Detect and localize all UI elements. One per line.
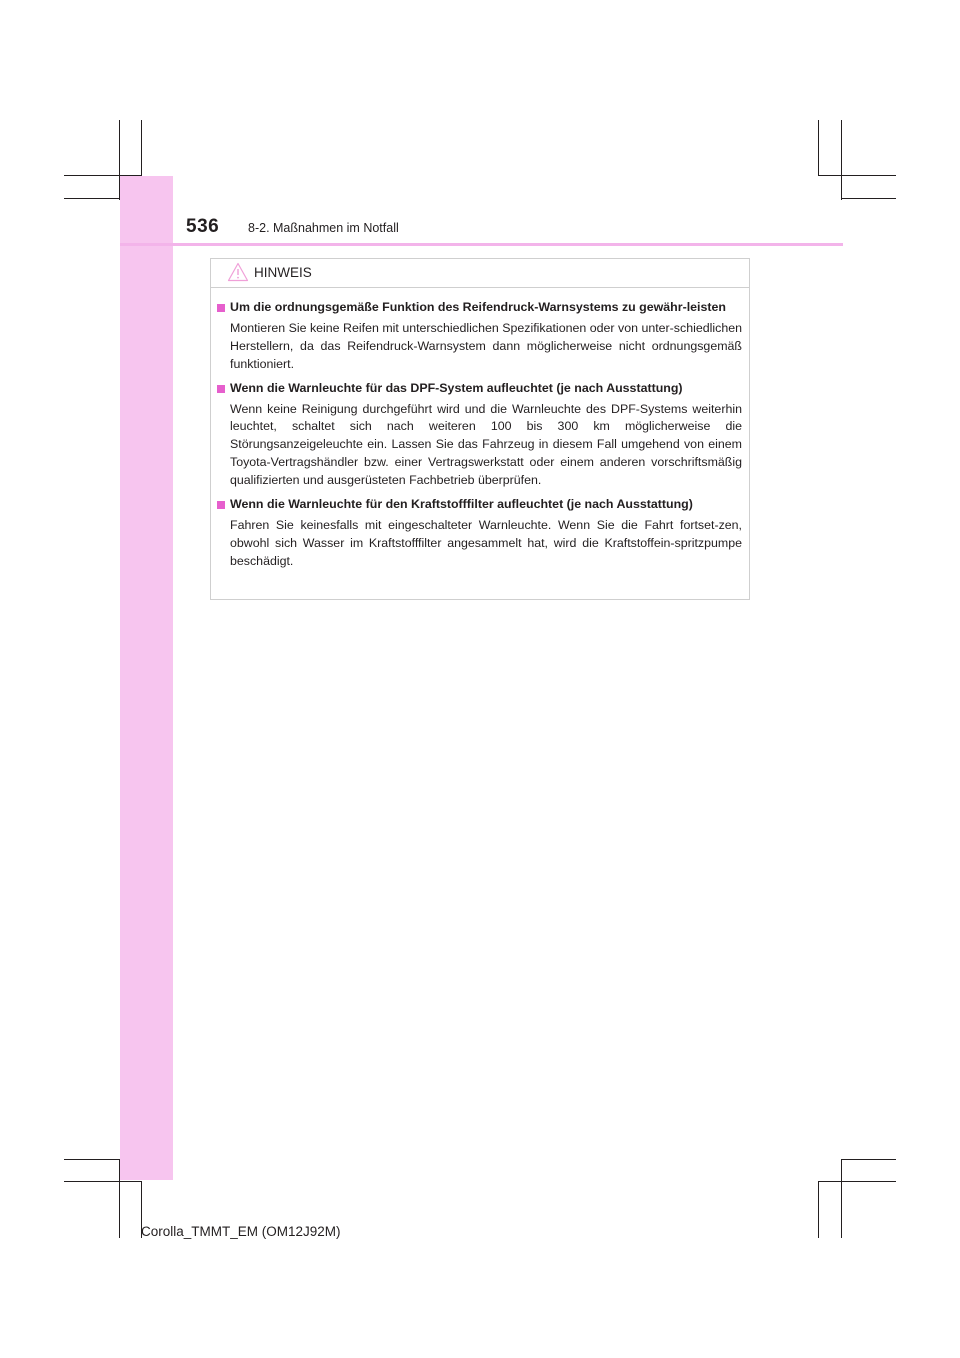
header-rule [120,243,843,246]
notice-item [217,380,742,490]
notice-item [217,496,742,571]
item-heading [217,380,742,398]
crop-mark [64,198,120,199]
document-code: Corolla_TMMT_EM (OM12J92M) [141,1224,341,1239]
item-heading [217,496,742,514]
crop-mark [64,175,141,176]
square-bullet-icon [217,501,225,509]
crop-mark [64,1181,141,1182]
crop-mark [818,175,896,176]
item-body: Wenn keine Reinigung durchgeführt wird und die Warnleuchte des DPF-Systems weiterhin leuchtet, schaltet sich nach weiteren 100 bis 300 km möglicherweise die Störungsanzeigeleuchte ein. Lassen Sie das Fahrzeug in diesem Fall umgehend von einem Toyota-Vertragshändler bzw. einer Vertragswerkstatt oder einem anderen vorschriftsmäßig qualifizierten und ausgerüsteten Fachbetrieb überprüfen. [230,401,742,488]
crop-mark [119,120,120,200]
item-heading-text: Wenn die Warnleuchte für das DPF-System aufleuchtet (je nach Ausstattung) [230,380,683,395]
warning-triangle-icon [227,262,249,282]
section-title: 8-2. Maßnahmen im Notfall [248,221,399,235]
notice-header [211,259,749,288]
crop-mark [841,120,842,200]
crop-mark [818,1181,896,1182]
page-side-tab [120,176,173,1180]
page-number: 536 [186,216,220,237]
crop-mark [119,1159,120,1238]
item-body: Fahren Sie keinesfalls mit eingeschalteter Warnleuchte. Wenn Sie die Fahrt fortset-zen, obwohl sich Wasser im Kraftstofffilter angesammelt hat, wird die Kraftstoffein-spritzpumpe beschädigt. [230,517,742,568]
crop-mark [841,1159,842,1238]
notice-item [217,299,742,374]
item-heading [217,299,742,317]
crop-mark [818,120,819,176]
crop-mark [141,120,142,176]
item-heading-text: Um die ordnungsgemäße Funktion des Reifendruck-Warnsystems zu gewähr-leisten [230,300,726,314]
crop-mark [841,1159,896,1160]
notice-box [210,258,750,600]
square-bullet-icon [217,385,225,393]
item-body: Montieren Sie keine Reifen mit unterschiedlichen Spezifikationen oder von unter-schiedlichen Herstellern, da das Reifendruck-Warnsystem dann möglicherweise nicht ordnungsgemäß funktioniert. [230,320,742,371]
crop-mark [841,198,896,199]
notice-content [217,299,742,577]
notice-label: HINWEIS [254,265,312,280]
crop-mark [818,1181,819,1238]
item-heading-text: Wenn die Warnleuchte für den Kraftstofffilter aufleuchtet (je nach Ausstattung) [230,497,693,512]
crop-mark [64,1159,120,1160]
square-bullet-icon [217,304,225,312]
